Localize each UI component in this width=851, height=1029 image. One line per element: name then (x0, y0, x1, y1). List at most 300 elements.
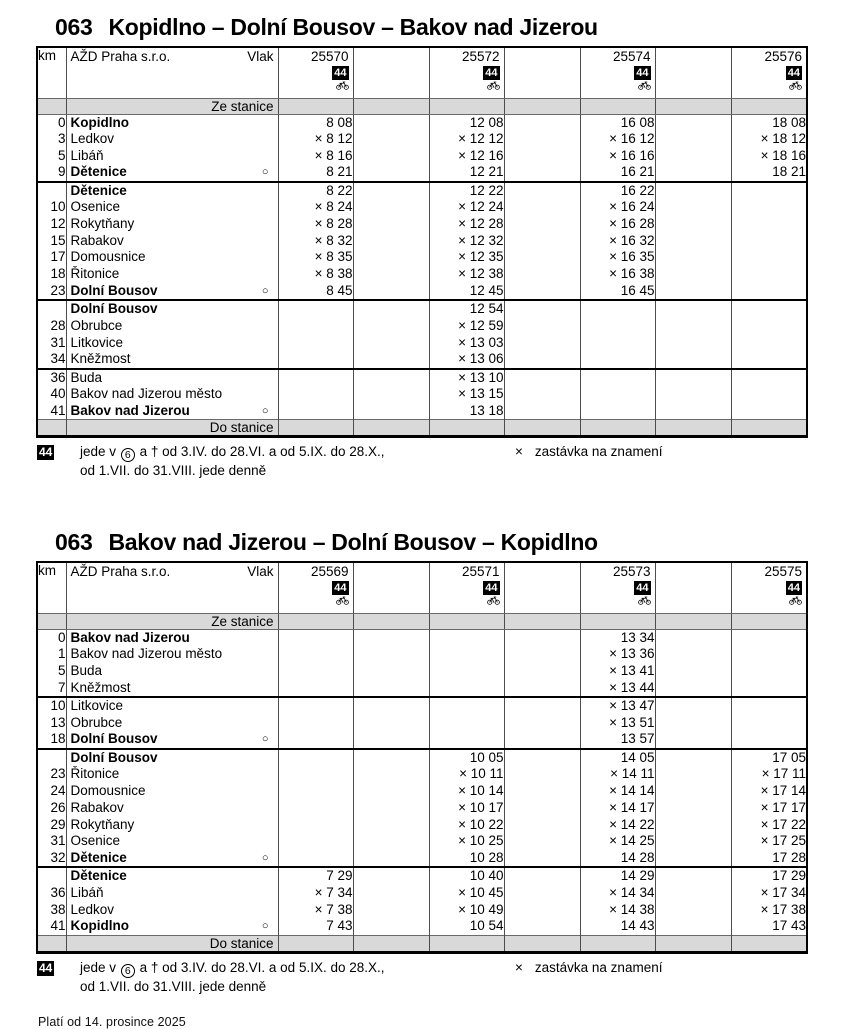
station-row (37, 680, 807, 698)
km-cell: 5 (57, 663, 66, 679)
time-cell (429, 697, 504, 715)
km-cell: 26 (50, 799, 66, 815)
separator-cell (504, 697, 580, 715)
time-cell: × 12 32 (429, 233, 504, 250)
km-cell: 0 (57, 629, 66, 645)
train-header-stack (279, 48, 353, 91)
separator-cell (353, 646, 429, 663)
do-stanice-row (37, 935, 807, 952)
separator-cell (655, 249, 731, 266)
station-name-wrap (67, 715, 278, 732)
time-cell (731, 335, 807, 352)
timetable-section-return (0, 529, 851, 994)
footnote-text (80, 959, 806, 995)
vlak-label: Vlak (247, 564, 274, 580)
time-cell (278, 731, 353, 749)
time-cell: × 12 12 (429, 131, 504, 148)
station-cell (66, 680, 278, 698)
time-cell (731, 351, 807, 369)
time-cell: × 8 16 (278, 148, 353, 165)
route-title: Bakov nad Jizerou – Dolní Bousov – Kopidlno (108, 529, 598, 556)
band-km-cell (37, 98, 66, 114)
time-cell: 10 40 (429, 867, 504, 885)
train-number: 25572 (461, 49, 500, 64)
time-cell: × 7 34 (278, 885, 353, 902)
station-cell (66, 182, 278, 200)
train-header-stack (430, 563, 504, 606)
train-header-stack (430, 48, 504, 91)
time-cell (278, 646, 353, 663)
time-cell (278, 403, 353, 420)
station-cell (66, 766, 278, 783)
timetable-grid-outbound (36, 46, 808, 438)
time-cell (429, 731, 504, 749)
band-cell (278, 935, 353, 952)
station-row (37, 164, 807, 182)
separator-cell (353, 266, 429, 283)
station-name-wrap (67, 680, 278, 697)
separator-cell (504, 114, 580, 131)
station-name-wrap (67, 800, 278, 817)
station-name: Dolní Bousov (70, 301, 158, 317)
time-cell: 7 43 (278, 918, 353, 935)
bicycle-icon (487, 596, 500, 606)
station-cell (66, 131, 278, 148)
station-cell (66, 629, 278, 646)
time-cell (580, 318, 655, 335)
time-cell (731, 318, 807, 335)
band-cell (278, 613, 353, 629)
station-row (37, 783, 807, 800)
station-name: Bakov nad Jizerou (70, 402, 190, 418)
time-cell (278, 749, 353, 767)
km-cell (37, 749, 66, 767)
time-cell (731, 697, 807, 715)
station-name: Libáň (70, 147, 104, 163)
km-cell: 18 (50, 266, 66, 282)
km-cell: 17 (50, 249, 66, 265)
separator-cell (504, 199, 580, 216)
footnote-line2: od 1.VII. do 31.VIII. jede denně (80, 463, 267, 479)
time-cell: 13 18 (429, 403, 504, 420)
station-name: Kopidlno (70, 114, 129, 130)
station-name: Dětenice (70, 849, 127, 865)
time-cell (731, 731, 807, 749)
time-cell: 17 05 (731, 749, 807, 767)
station-name-wrap (67, 386, 278, 403)
station-name: Kopidlno (70, 918, 129, 934)
footnote-line1 (80, 443, 806, 462)
separator-cell (353, 715, 429, 732)
train-note-44-badge: 44 (485, 67, 498, 79)
separator-header-cell (504, 47, 580, 98)
station-cell (66, 850, 278, 868)
time-cell (580, 351, 655, 369)
separator-cell (353, 850, 429, 868)
station-name: Bakov nad Jizerou (70, 629, 190, 645)
separator-cell (655, 867, 731, 885)
operator-name: AŽD Praha s.r.o. (70, 49, 171, 64)
separator-cell (504, 266, 580, 283)
station-name: Litkovice (70, 698, 124, 714)
separator-cell (504, 867, 580, 885)
station-cell (66, 369, 278, 387)
station-row (37, 182, 807, 200)
footnote-line1 (80, 959, 806, 978)
time-cell (731, 680, 807, 698)
time-cell: 13 34 (580, 629, 655, 646)
station-row (37, 114, 807, 131)
bicycle-icon (789, 81, 802, 91)
band-cell (278, 420, 353, 437)
km-cell: 5 (57, 147, 66, 163)
station-name-wrap (67, 783, 278, 800)
time-cell: 8 08 (278, 114, 353, 131)
time-cell: × 12 24 (429, 199, 504, 216)
separator-cell (655, 164, 731, 182)
station-name-wrap (67, 902, 278, 919)
time-cell: 14 43 (580, 918, 655, 935)
time-cell: 12 45 (429, 283, 504, 301)
station-name: Dětenice (70, 868, 127, 884)
separator-header-cell (655, 47, 731, 98)
station-name: Domousnice (70, 783, 146, 799)
time-cell (278, 680, 353, 698)
separator-cell (655, 697, 731, 715)
separator-cell (655, 283, 731, 301)
station-row (37, 663, 807, 680)
time-cell (278, 833, 353, 850)
station-name: Řitonice (70, 766, 120, 782)
band-km-cell (37, 420, 66, 437)
time-cell: 17 43 (731, 918, 807, 935)
train-number: 25571 (461, 564, 500, 580)
time-cell: 12 54 (429, 300, 504, 318)
station-cell (66, 266, 278, 283)
time-cell (429, 629, 504, 646)
time-cell: × 13 44 (580, 680, 655, 698)
bicycle-icon (336, 81, 349, 91)
station-cell (66, 114, 278, 131)
separator-cell (504, 216, 580, 233)
time-cell: 16 21 (580, 164, 655, 182)
station-name: Osenice (70, 199, 121, 215)
separator-cell (353, 833, 429, 850)
train-header-cell (731, 47, 807, 98)
separator-cell (353, 867, 429, 885)
train-number: 25570 (310, 49, 349, 64)
time-cell (278, 697, 353, 715)
request-stop-label: zastávka na znamení (534, 959, 663, 975)
request-stop-legend (515, 959, 662, 976)
station-row (37, 697, 807, 715)
separator-cell (504, 918, 580, 935)
km-cell: 7 (57, 679, 66, 695)
timetable-section-outbound (0, 14, 851, 479)
train-number: 25574 (612, 49, 651, 64)
separator-cell (353, 731, 429, 749)
station-name-wrap (67, 868, 278, 885)
separator-cell (655, 233, 731, 250)
station-cell (66, 749, 278, 767)
separator-cell (655, 680, 731, 698)
station-cell (66, 646, 278, 663)
band-cell (504, 420, 580, 437)
station-name: Dětenice (70, 182, 127, 198)
station-row (37, 629, 807, 646)
km-cell: 18 (50, 731, 66, 747)
separator-cell (353, 403, 429, 420)
time-cell (731, 715, 807, 732)
train-header-stack (732, 563, 807, 606)
separator-cell (504, 131, 580, 148)
station-name-wrap (67, 335, 278, 352)
footnote-outbound (36, 443, 806, 479)
table-title-outbound (55, 14, 851, 41)
time-cell: 14 05 (580, 749, 655, 767)
time-cell (580, 300, 655, 318)
train-number: 25575 (764, 564, 802, 580)
table-title-return (55, 529, 851, 556)
band-cell (278, 98, 353, 114)
separator-cell (504, 817, 580, 834)
km-cell: 9 (57, 164, 66, 180)
separator-cell (655, 766, 731, 783)
time-cell: × 10 22 (429, 817, 504, 834)
station-row (37, 885, 807, 902)
station-name-wrap (67, 646, 278, 663)
separator-cell (504, 783, 580, 800)
station-row (37, 850, 807, 868)
time-cell: 17 28 (731, 850, 807, 868)
time-cell: × 16 12 (580, 131, 655, 148)
separator-cell (353, 902, 429, 919)
separator-cell (655, 731, 731, 749)
separator-cell (504, 249, 580, 266)
separator-cell (504, 646, 580, 663)
station-row (37, 351, 807, 369)
separator-cell (353, 680, 429, 698)
time-cell (429, 680, 504, 698)
km-column-header: km (37, 562, 66, 613)
km-column-header: km (37, 47, 66, 98)
time-cell (429, 663, 504, 680)
station-cell (66, 663, 278, 680)
separator-cell (655, 783, 731, 800)
station-cell (66, 403, 278, 420)
station-cell (66, 800, 278, 817)
station-row (37, 266, 807, 283)
request-stop-label: zastávka na znamení (534, 444, 663, 460)
station-cell (66, 386, 278, 403)
km-cell: 36 (50, 884, 66, 900)
train-header-stack (581, 563, 655, 606)
time-cell: × 10 17 (429, 800, 504, 817)
station-name: Domousnice (70, 249, 146, 265)
time-cell: × 8 24 (278, 199, 353, 216)
table-header-row (37, 562, 807, 613)
station-row (37, 731, 807, 749)
separator-cell (353, 131, 429, 148)
train-note-44-badge: 44 (787, 67, 800, 79)
station-cell (66, 318, 278, 335)
station-name-wrap (67, 833, 278, 850)
time-cell: 18 08 (731, 114, 807, 131)
station-cell (66, 199, 278, 216)
separator-cell (353, 335, 429, 352)
separator-cell (655, 629, 731, 646)
time-cell: × 10 45 (429, 885, 504, 902)
arrival-circle-icon: ○ (261, 404, 269, 417)
request-stop-icon: × (515, 444, 523, 460)
station-row (37, 199, 807, 216)
time-cell (278, 766, 353, 783)
time-cell: × 14 34 (580, 885, 655, 902)
station-name-wrap (67, 148, 278, 165)
separator-cell (504, 318, 580, 335)
separator-cell (353, 817, 429, 834)
km-cell: 3 (57, 131, 66, 146)
separator-cell (353, 233, 429, 250)
station-cell (66, 833, 278, 850)
station-name: Bakov nad Jizerou město (70, 646, 223, 662)
separator-cell (655, 918, 731, 935)
station-name-wrap (67, 698, 278, 715)
station-name: Libáň (70, 884, 104, 900)
station-name: Litkovice (70, 334, 124, 350)
band-cell (655, 935, 731, 952)
band-cell (429, 420, 504, 437)
band-cell (504, 935, 580, 952)
time-cell: × 18 16 (731, 148, 807, 165)
station-name: Dolní Bousov (70, 731, 158, 747)
request-stop-icon: × (515, 959, 523, 975)
km-cell: 23 (50, 766, 66, 782)
station-name-wrap (67, 731, 278, 748)
station-cell (66, 216, 278, 233)
station-name-wrap (67, 766, 278, 783)
time-cell (731, 403, 807, 420)
operator-header-cell (66, 562, 278, 613)
time-cell: × 12 35 (429, 249, 504, 266)
footnote-line1-post: a † od 3.IV. do 28.VI. a od 5.IX. do 28.X., (139, 444, 385, 460)
time-cell: × 8 35 (278, 249, 353, 266)
train-note-44-badge: 44 (636, 67, 649, 79)
time-cell: 8 22 (278, 182, 353, 200)
time-cell: 8 45 (278, 283, 353, 301)
route-title: Kopidlno – Dolní Bousov – Bakov nad Jizerou (108, 14, 598, 40)
separator-cell (655, 148, 731, 165)
time-cell: × 17 11 (731, 766, 807, 783)
time-cell: 7 29 (278, 867, 353, 885)
time-cell: × 7 38 (278, 902, 353, 919)
separator-cell (353, 164, 429, 182)
separator-cell (353, 629, 429, 646)
separator-cell (353, 885, 429, 902)
time-cell (731, 283, 807, 301)
separator-cell (504, 850, 580, 868)
separator-cell (655, 318, 731, 335)
station-row (37, 300, 807, 318)
km-cell: 36 (37, 369, 66, 387)
station-name: Dolní Bousov (70, 282, 158, 298)
separator-header-cell (655, 562, 731, 613)
station-row (37, 817, 807, 834)
band-cell (353, 935, 429, 952)
station-name: Obrubce (70, 317, 123, 333)
separator-cell (655, 386, 731, 403)
station-cell (66, 351, 278, 369)
operator-and-vlak (67, 563, 278, 579)
station-name: Buda (70, 663, 103, 679)
time-cell (278, 386, 353, 403)
station-row (37, 369, 807, 387)
station-name-wrap (67, 370, 278, 387)
time-cell: × 12 28 (429, 216, 504, 233)
time-cell (731, 249, 807, 266)
bicycle-icon (789, 596, 802, 606)
separator-cell (504, 663, 580, 680)
time-cell: × 14 11 (580, 766, 655, 783)
separator-cell (655, 850, 731, 868)
train-header-cell (731, 562, 807, 613)
km-cell: 40 (50, 386, 66, 402)
time-cell: × 8 28 (278, 216, 353, 233)
circled-6-icon: 6 (121, 964, 135, 978)
time-cell: × 10 11 (429, 766, 504, 783)
timetable-grid-return (36, 561, 808, 953)
train-header-stack (279, 563, 353, 606)
time-cell (278, 800, 353, 817)
train-note-44-badge: 44 (334, 582, 347, 595)
time-cell: × 8 38 (278, 266, 353, 283)
time-cell: × 17 22 (731, 817, 807, 834)
separator-cell (504, 300, 580, 318)
footnote-line1-pre: jede v (80, 959, 117, 975)
time-cell: × 16 16 (580, 148, 655, 165)
separator-cell (353, 663, 429, 680)
station-row (37, 216, 807, 233)
km-cell: 24 (50, 783, 66, 799)
time-cell: × 16 28 (580, 216, 655, 233)
station-row (37, 800, 807, 817)
station-cell (66, 697, 278, 715)
note-44-badge: 44 (39, 445, 53, 460)
separator-cell (353, 249, 429, 266)
band-cell (353, 98, 429, 114)
station-row (37, 148, 807, 165)
band-cell (504, 613, 580, 629)
station-row (37, 646, 807, 663)
time-cell: × 13 10 (429, 369, 504, 387)
time-cell (731, 199, 807, 216)
band-label-cell: Do stanice (66, 420, 278, 437)
time-cell: × 16 32 (580, 233, 655, 250)
train-header-cell (278, 562, 353, 613)
train-header-cell (580, 47, 655, 98)
separator-cell (504, 885, 580, 902)
do-stanice-row (37, 420, 807, 437)
time-cell (278, 300, 353, 318)
time-cell: 14 29 (580, 867, 655, 885)
time-cell: × 13 47 (580, 697, 655, 715)
arrival-circle-icon: ○ (261, 733, 269, 746)
time-cell: 16 08 (580, 114, 655, 131)
time-cell (580, 403, 655, 420)
separator-cell (504, 233, 580, 250)
band-cell (655, 613, 731, 629)
separator-cell (655, 833, 731, 850)
